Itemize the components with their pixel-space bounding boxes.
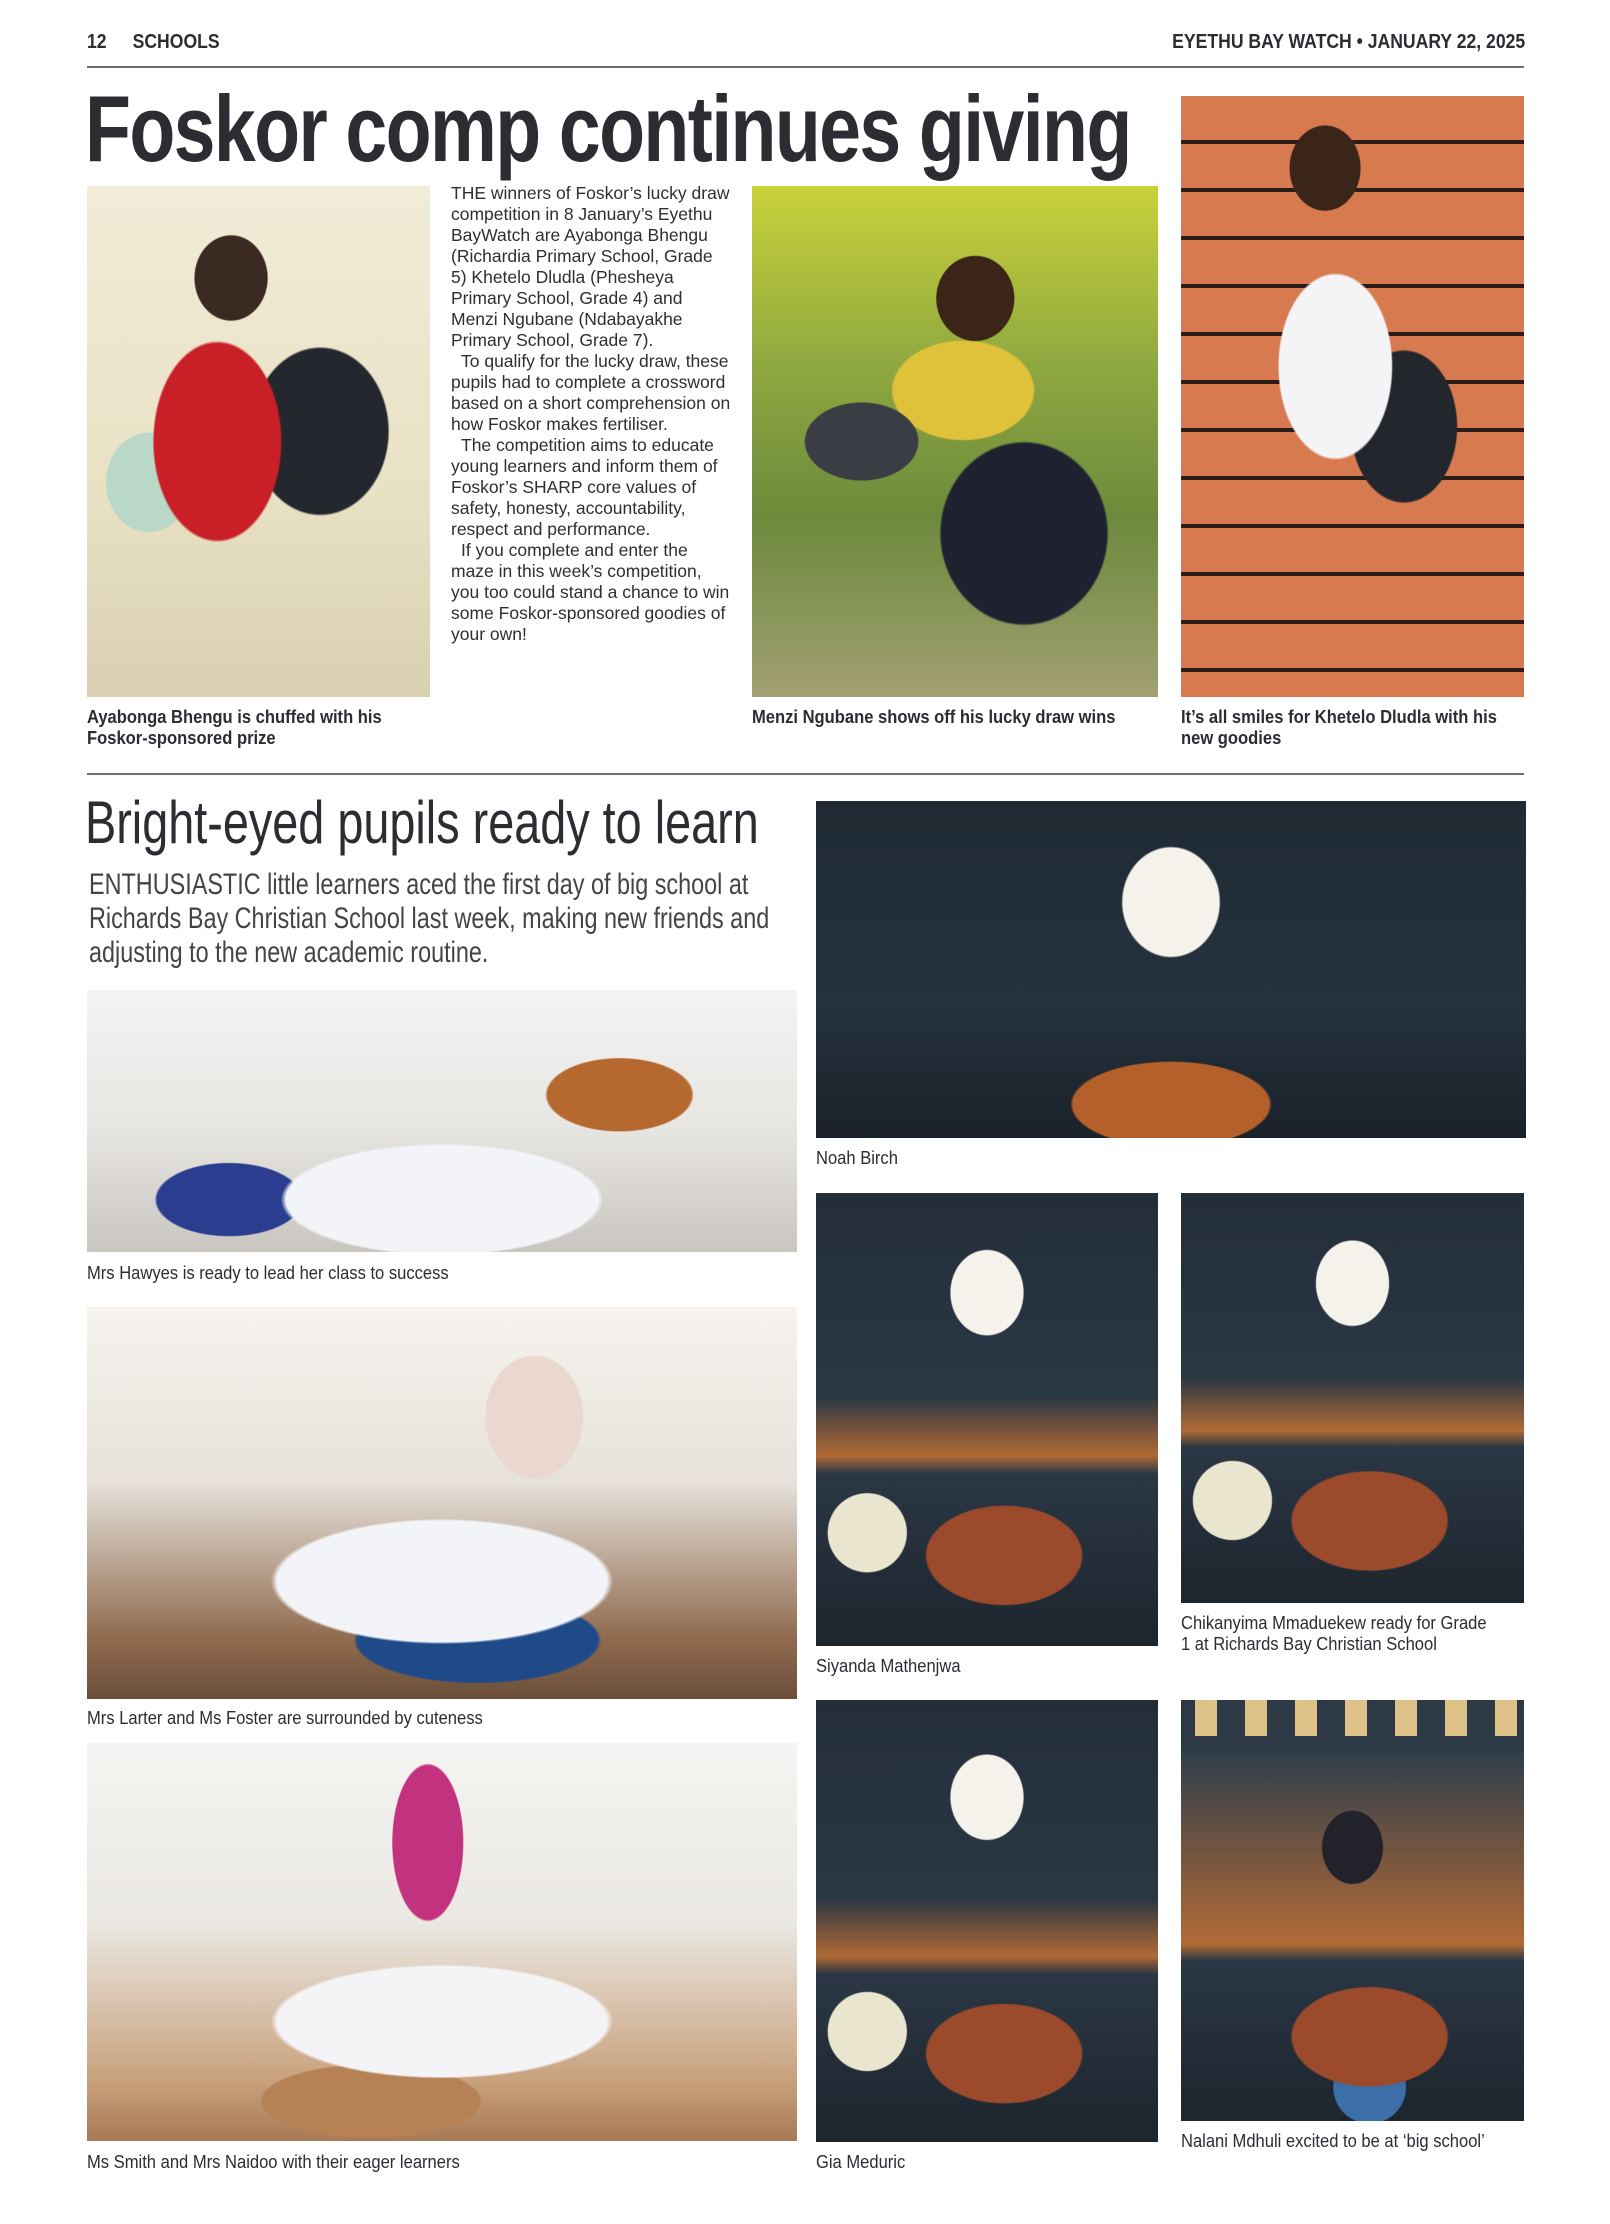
caption-hawyes: Mrs Hawyes is ready to lead her class to success (87, 1263, 449, 1283)
bunting-decoration (1181, 1700, 1524, 1736)
publication-date: EYETHU BAY WATCH • JANUARY 22, 2025 (1171, 31, 1525, 53)
caption-ayabonga: Ayabonga Bhengu is chuffed with his Foskor-sponsored prize (87, 707, 382, 748)
caption-larter-foster: Mrs Larter and Ms Foster are surrounded by cuteness (87, 1708, 483, 1728)
article1-headline: Foskor comp continues giving (85, 76, 1131, 181)
caption-gia-meduric: Gia Meduric (816, 2152, 906, 2172)
photo-gia-meduric (816, 1700, 1158, 2142)
article1-paragraph: To qualify for the lucky draw, these pupils had to complete a crossword based on a short comprehension on how Foskor makes fertiliser. (451, 351, 731, 434)
section-name: SCHOOLS (132, 31, 220, 53)
article1-paragraph: THE winners of Foskor’s lucky draw competition in 8 January’s Eyethu BayWatch are Ayabonga Bhengu (Richardia Primary School, Grade 5) Khetelo Dludla (Phesheya Primary School, Grade 4) and Menzi Ngubane (Ndabayakhe Primary School, Grade 7). (451, 183, 730, 350)
article2-headline: Bright-eyed pupils ready to learn (85, 789, 759, 856)
caption-siyanda: Siyanda Mathenjwa (816, 1656, 961, 1676)
caption-chikanyima: Chikanyima Mmaduekew ready for Grade 1 at Richards Bay Christian School (1181, 1613, 1487, 1654)
photo-nalani-mdhuli (1181, 1700, 1524, 2121)
photo-siyanda-mathenjwa (816, 1193, 1158, 1646)
page-folio (87, 31, 220, 54)
photo-ayabonga-bhengu (87, 186, 430, 697)
caption-nalani: Nalani Mdhuli excited to be at ‘big school’ (1181, 2131, 1485, 2151)
header-rule (87, 66, 1524, 68)
caption-khetelo: It’s all smiles for Khetelo Dludla with his new goodies (1181, 707, 1497, 748)
caption-noah-birch: Noah Birch (816, 1148, 898, 1168)
section-divider (87, 773, 1524, 775)
page-number: 12 (87, 31, 107, 53)
photo-noah-birch (816, 801, 1526, 1138)
photo-smith-naidoo-class (87, 1743, 797, 2141)
article2-intro: ENTHUSIASTIC little learners aced the first day of big school at Richards Bay Christian School last week, making new friends and adjusting to the new academic routine. (89, 868, 770, 969)
article1-body (451, 183, 731, 645)
photo-chikanyima-mmaduekew (1181, 1193, 1524, 1603)
photo-hawyes-class (87, 990, 797, 1252)
article1-paragraph: If you complete and enter the maze in this week’s competition, you too could stand a chance to win some Foskor-sponsored goodies of your own! (451, 540, 730, 644)
article1-paragraph: The competition aims to educate young learners and inform them of Foskor’s SHARP core values of safety, honesty, accountability, respect and performance. (451, 435, 718, 539)
caption-menzi: Menzi Ngubane shows off his lucky draw wins (752, 707, 1116, 727)
photo-khetelo-dludla (1181, 96, 1524, 697)
photo-menzi-ngubane (752, 186, 1158, 697)
photo-larter-foster-class (87, 1307, 797, 1699)
caption-smith-naidoo: Ms Smith and Mrs Naidoo with their eager learners (87, 2152, 460, 2172)
